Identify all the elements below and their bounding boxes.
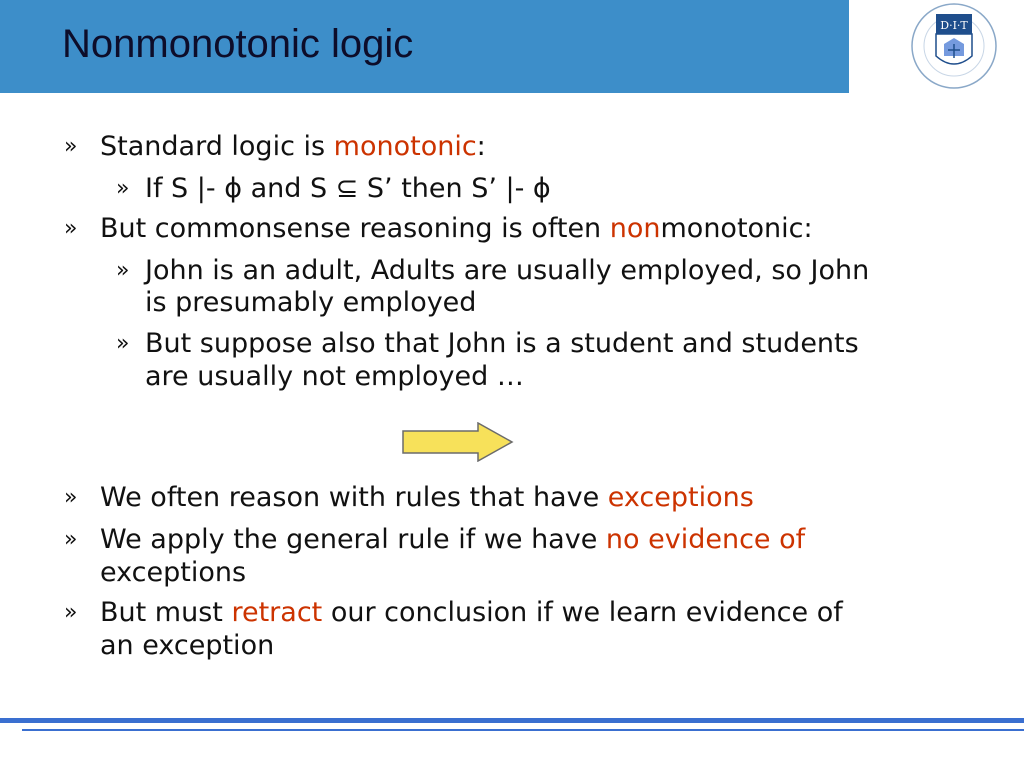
sub-bullet-john-student-line2: are usually not employed … — [145, 361, 524, 392]
bullet-marker: » — [64, 216, 78, 241]
logo-text: D·I·T — [940, 19, 968, 32]
bullet-marker: » — [64, 600, 78, 625]
footer-line-thick — [0, 718, 1024, 723]
highlight-retract: retract — [231, 597, 323, 628]
sub-bullet-marker: » — [116, 176, 130, 201]
highlight-no-evidence: no evidence of — [605, 524, 806, 555]
sub-bullet-john-adult-line2: is presumably employed — [145, 287, 477, 318]
sub-bullet-entailment: If S |- ϕ and S ⊆ S’ then S’ |- ϕ — [145, 173, 551, 204]
bullet-exceptions: We often reason with rules that have exceptions — [100, 482, 754, 513]
bullet-general-rule-line2: exceptions — [100, 557, 247, 588]
highlight-monotonic: monotonic — [333, 131, 477, 162]
slide-title: Nonmonotonic logic — [62, 22, 414, 66]
sub-bullet-john-adult-line1: John is an adult, Adults are usually employed, so John — [145, 255, 870, 286]
highlight-exceptions: exceptions — [607, 482, 754, 513]
bullet-marker: » — [64, 485, 78, 510]
bullet-marker: » — [64, 527, 78, 552]
bullet-nonmonotonic: But commonsense reasoning is often nonmonotonic: — [100, 213, 813, 244]
bullet-monotonic: Standard logic is monotonic: — [100, 131, 486, 162]
sub-bullet-marker: » — [116, 331, 130, 356]
bullet-marker: » — [64, 134, 78, 159]
highlight-non: non — [609, 213, 661, 244]
right-arrow-icon — [402, 422, 514, 462]
sub-bullet-john-student-line1: But suppose also that John is a student and students — [145, 328, 859, 359]
bullet-general-rule-line1: We apply the general rule if we have no evidence of — [100, 524, 806, 555]
sub-bullet-marker: » — [116, 258, 130, 283]
bullet-retract-line1: But must retract our conclusion if we learn evidence of — [100, 597, 843, 628]
footer-line-thin — [22, 729, 1024, 731]
bullet-retract-line2: an exception — [100, 630, 275, 661]
